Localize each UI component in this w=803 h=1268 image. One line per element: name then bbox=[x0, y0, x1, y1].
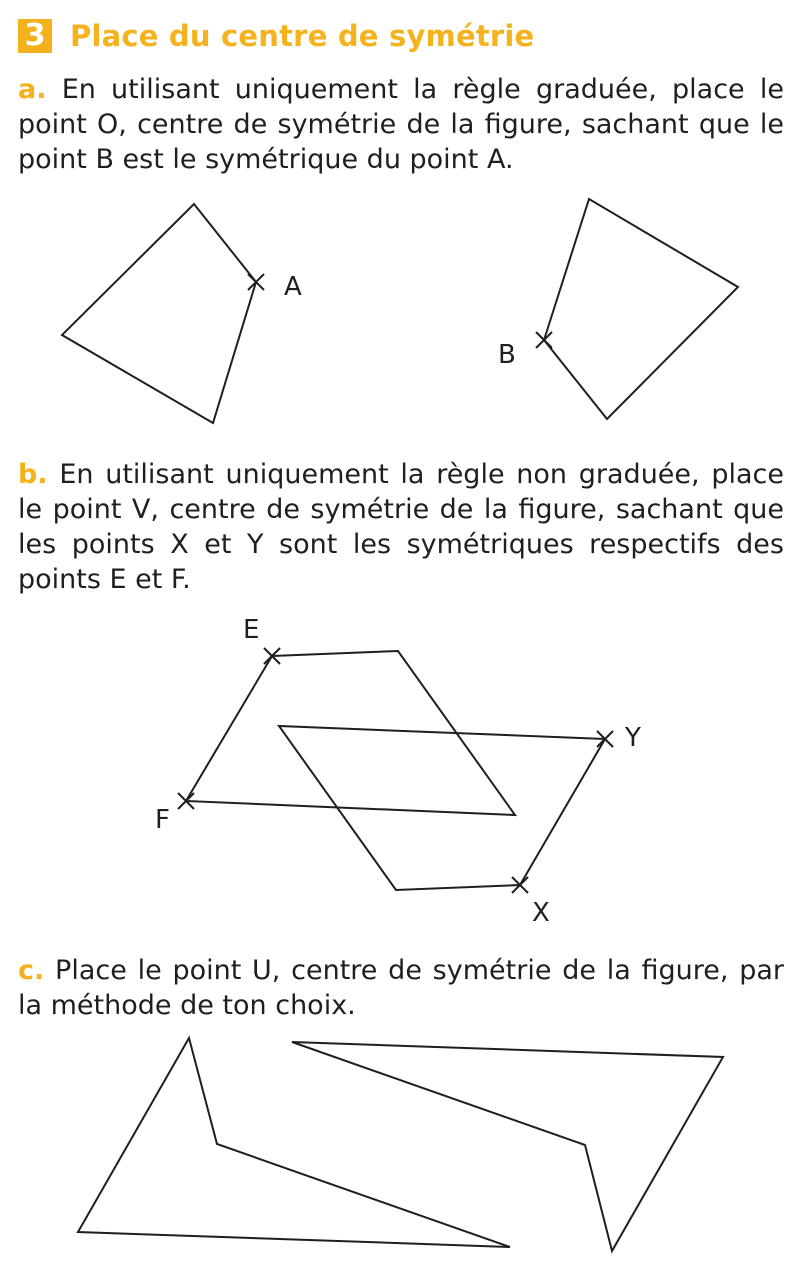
point-y-label: Y bbox=[625, 723, 641, 753]
point-x-label: X bbox=[532, 898, 550, 928]
figure-c bbox=[78, 1038, 723, 1251]
figure-a-left bbox=[62, 204, 302, 423]
point-f-label: F bbox=[155, 805, 170, 835]
exercise-number: 3 bbox=[24, 18, 46, 53]
point-e-label: E bbox=[243, 615, 260, 645]
part-c-text: Place le point U, centre de symétrie de la figure, par la méthode de ton choix. bbox=[18, 955, 784, 1021]
part-a-text: En utilisant uniquement la règle graduée, place le point O, centre de symétrie de la figure, sachant que le point B est le symétrique du point A. bbox=[18, 74, 784, 175]
figure-a-right-polygon bbox=[544, 199, 738, 419]
part-b-label: b. bbox=[18, 459, 48, 490]
figure-a-left-polygon bbox=[62, 204, 256, 423]
figure-b bbox=[155, 615, 641, 928]
figure-a-right bbox=[498, 199, 738, 419]
figure-c-left-shape bbox=[78, 1038, 510, 1247]
point-a-label: A bbox=[284, 272, 302, 302]
point-b-label: B bbox=[498, 340, 516, 370]
figure-c-right-shape bbox=[292, 1042, 723, 1251]
part-c-label: c. bbox=[18, 955, 45, 986]
part-b-text: En utilisant uniquement la règle non graduée, place le point V, centre de symétrie de la figure, sachant que les points X et Y sont les symétriques respectifs des points E et F. bbox=[18, 459, 784, 595]
part-a-label: a. bbox=[18, 74, 47, 105]
exercise-title: Place du centre de symétrie bbox=[70, 19, 535, 53]
